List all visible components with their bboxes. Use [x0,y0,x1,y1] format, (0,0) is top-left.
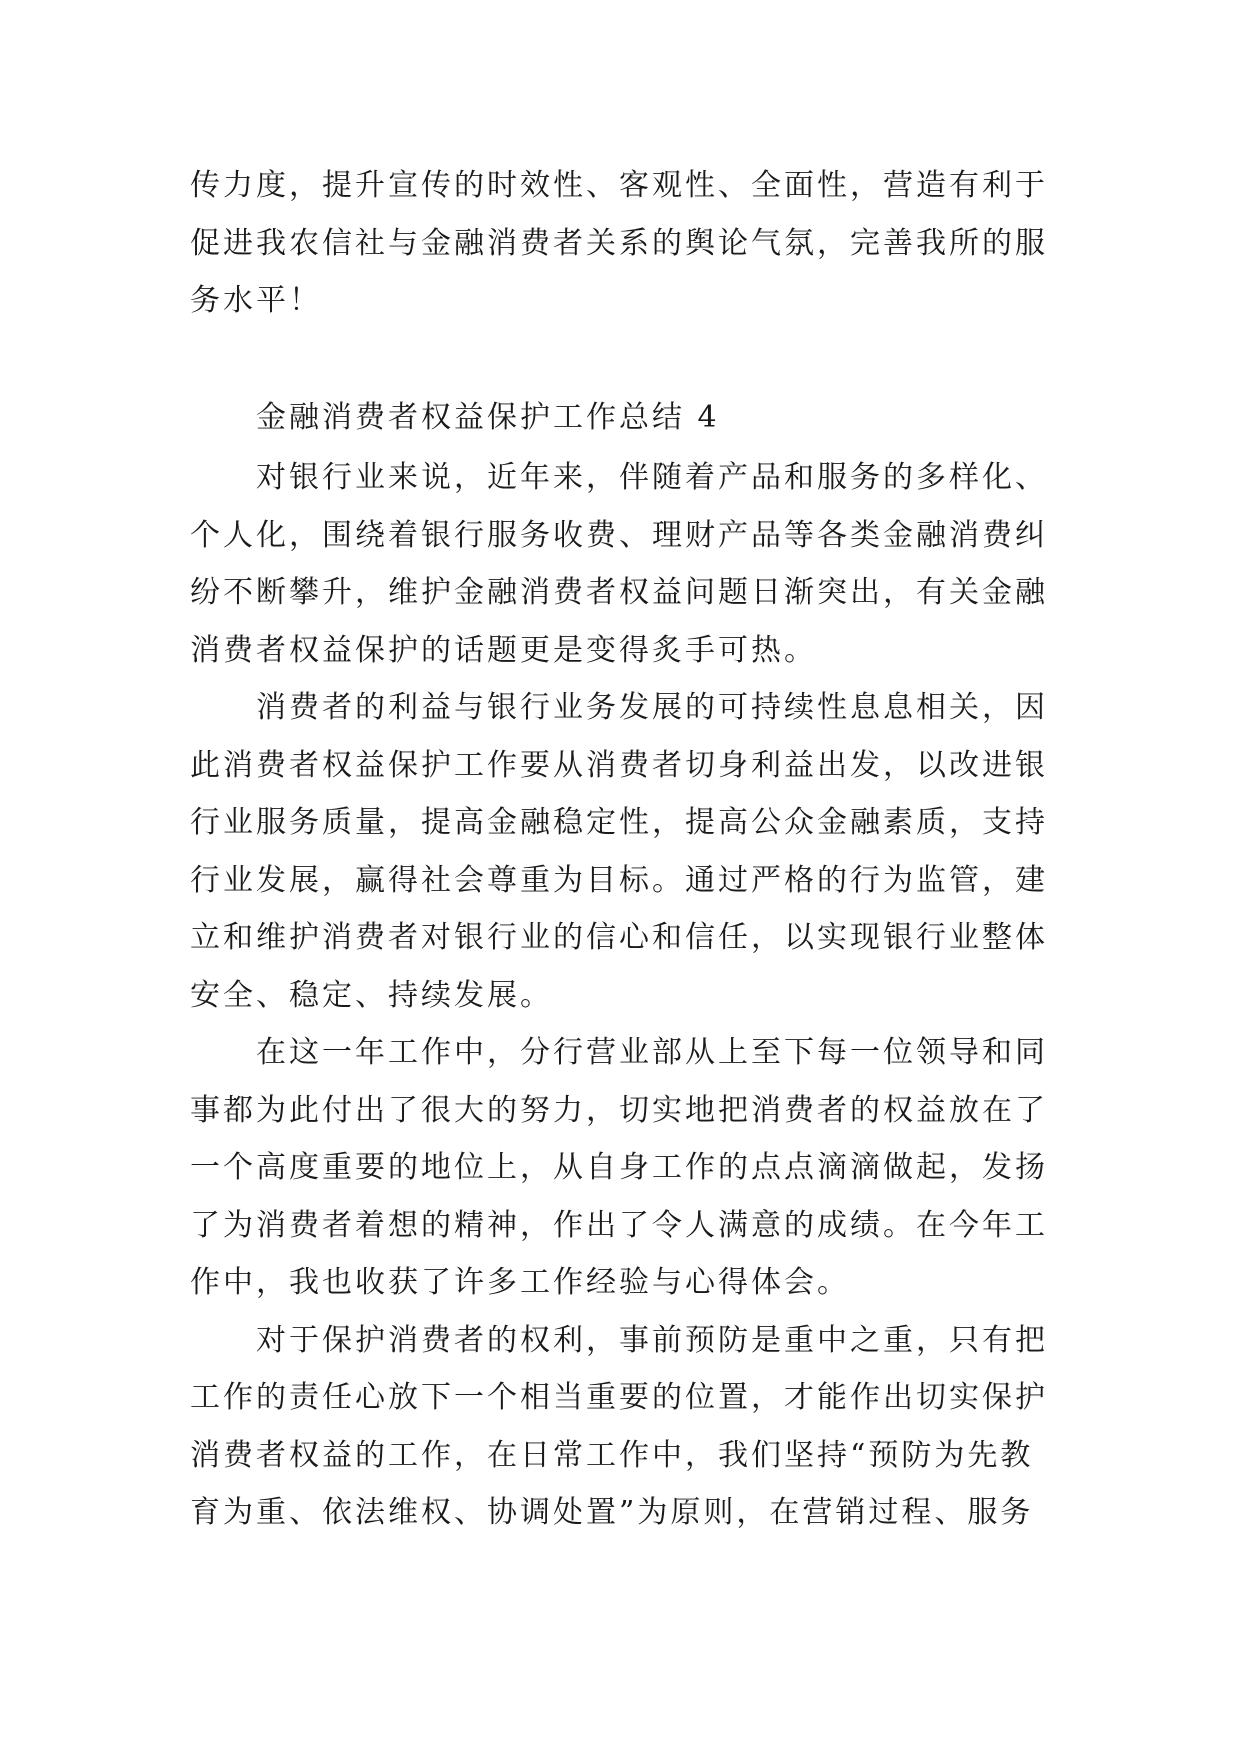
paragraph-4-line: 工作的责任心放下一个相当重要的位置，才能作出切实保护 [190,1380,1048,1415]
paragraph-3-line: 作中，我也收获了许多工作经验与心得体会。 [190,1265,850,1300]
continued-paragraph [190,157,1070,330]
paragraph-1-line: 消费者权益保护的话题更是变得炙手可热。 [190,632,817,668]
paragraph-3-line: 一个高度重要的地位上，从自身工作的点点滴滴做起，发扬 [190,1150,1048,1185]
paragraph-1-line: 纷不断攀升，维护金融消费者权益问题日渐突出，有关金融 [190,575,1048,610]
text-line: 传力度，提升宣传的时效性、客观性、全面性，营造有利于 [190,168,1048,203]
text-line: 促进我农信社与金融消费者关系的舆论气氛，完善我所的服 [190,225,1048,261]
section-title: 金融消费者权益保护工作总结 4 [256,400,720,435]
text-line: 务水平！ [190,283,322,318]
paragraph-2-line: 立和维护消费者对银行业的信心和信任，以实现银行业整体 [190,920,1048,955]
paragraph-4-line: 消费者权益的工作，在日常工作中，我们坚持“预防为先教 [190,1437,1034,1473]
paragraph-2-line: 此消费者权益保护工作要从消费者切身利益出发，以改进银 [190,747,1048,783]
paragraph-2-line: 消费者的利益与银行业务发展的可持续性息息相关，因 [256,690,1048,725]
paragraph-2-line: 行业服务质量，提高金融稳定性，提高公众金融素质，支持 [190,805,1048,840]
paragraph-2-line: 安全、稳定、持续发展。 [190,977,553,1013]
paragraph-4-line: 对于保护消费者的权利，事前预防是重中之重，只有把 [256,1322,1048,1358]
paragraph-4-line: 育为重、依法维权、协调处置”为原则，在营销过程、服务 [190,1495,1034,1530]
body-text [190,449,1070,1542]
paragraph-1-line: 个人化，围绕着银行服务收费、理财产品等各类金融消费纠 [190,517,1048,553]
paragraph-1-line: 对银行业来说，近年来，伴随着产品和服务的多样化、 [256,460,1048,495]
paragraph-3-line: 事都为此付出了很大的努力，切实地把消费者的权益放在了 [190,1092,1048,1128]
paragraph-3-line: 在这一年工作中，分行营业部从上至下每一位领导和同 [256,1035,1048,1070]
paragraph-3-line: 了为消费者着想的精神，作出了令人满意的成绩。在今年工 [190,1207,1048,1243]
paragraph-2-line: 行业发展，赢得社会尊重为目标。通过严格的行为监管，建 [190,862,1048,898]
section-heading-block [190,389,1070,447]
